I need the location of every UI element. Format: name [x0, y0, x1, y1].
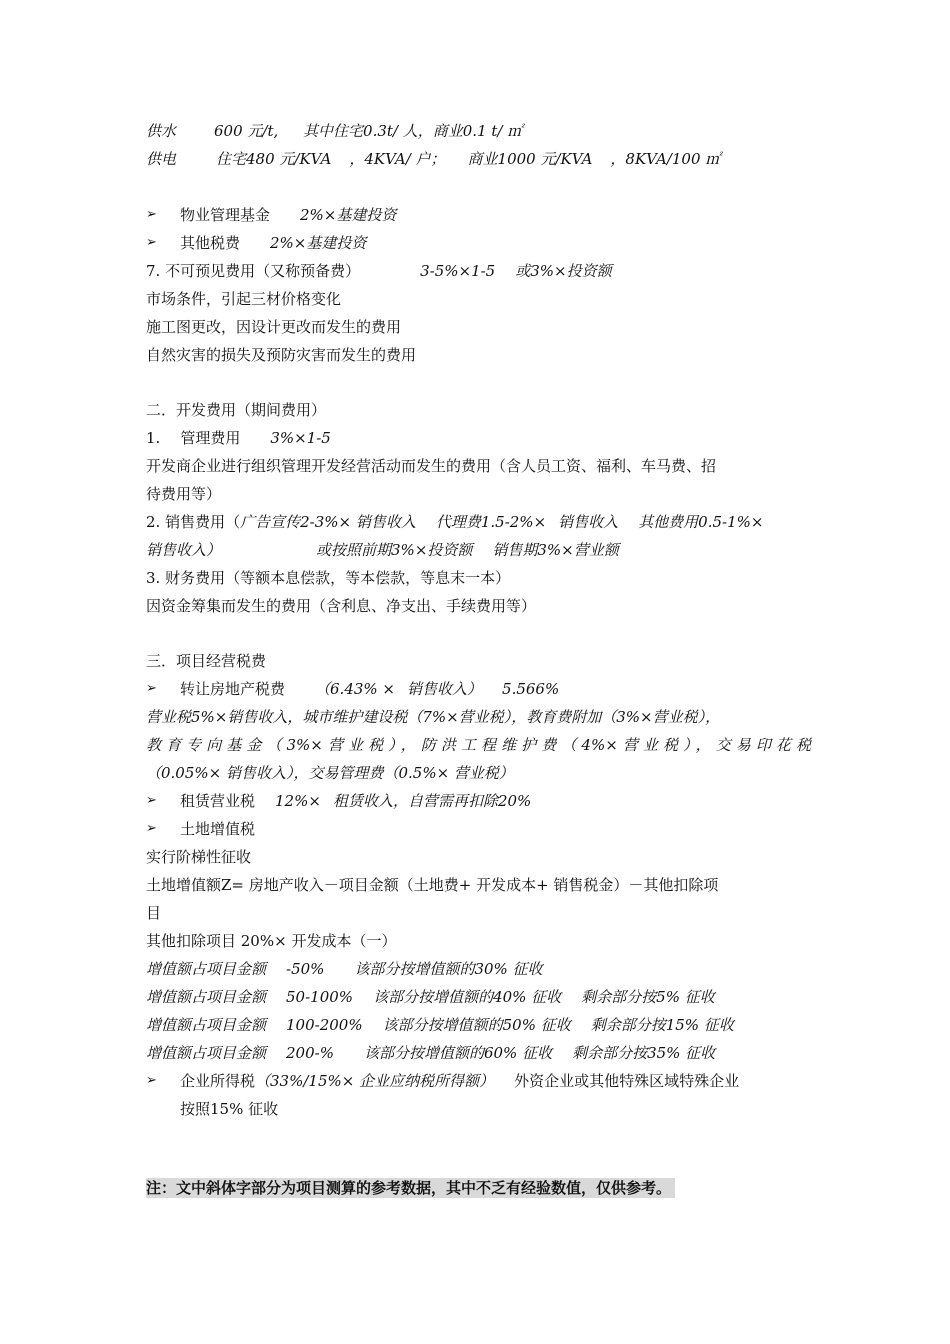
text-line: 目 — [146, 904, 162, 922]
bullet-arrow-icon: ➢ — [146, 1073, 157, 1088]
text: 5.566% — [502, 680, 560, 698]
rental-tax-item — [180, 791, 810, 811]
text: （0.05%× 销售收入），交易管理费（0.5%× 营业税） — [146, 764, 514, 782]
land-vat-item: 土地增值税 — [180, 820, 256, 838]
text: 2%×基建投资 — [270, 234, 367, 252]
text-line: 施工图更改，因设计更改而发生的费用 — [146, 318, 402, 336]
text-line: 实行阶梯性征收 — [146, 848, 252, 866]
text: 商业1000 元/KVA — [467, 150, 593, 168]
text: 租赁收入，自营需再扣除20% — [332, 792, 532, 810]
text-line — [146, 763, 811, 783]
text: 增值额占项目金额 — [146, 960, 267, 978]
bullet-arrow-icon: ➢ — [146, 821, 157, 836]
text: 增值额占项目金额 — [146, 1044, 267, 1062]
text-line: 其他扣除项目 20%× 开发成本（一） — [146, 932, 397, 950]
text: （33%/15%× 企业应纳税所得额） — [255, 1072, 495, 1090]
text: 代理费1.5-2%× — [435, 513, 547, 531]
text: ，4KVA/ 户； — [349, 150, 446, 168]
text: 租赁营业税 — [180, 792, 256, 810]
text: 2. 销售费用（ — [146, 513, 241, 531]
text: 供电 — [146, 150, 177, 168]
text: 住宅480 元/KVA — [216, 150, 332, 168]
text: 50-100% — [286, 988, 354, 1006]
text: 销售收入） — [146, 541, 222, 559]
power-supply-line — [146, 149, 811, 169]
text: 该部分按增值额的30% 征收 — [354, 960, 543, 978]
text: 剩余部分按5% 征收 — [581, 988, 715, 1006]
text: 剩余部分按35% 征收 — [572, 1044, 716, 1062]
text-line: 市场条件，引起三材价格变化 — [146, 290, 342, 308]
text: 销售期3%×营业额 — [492, 541, 619, 559]
text-line: 因资金筹集而发生的费用（含利息、净支出、手续费用等） — [146, 597, 537, 615]
text: 销售收入） — [407, 680, 483, 698]
text: 3%×1-5 — [270, 429, 331, 447]
vat-tier-3 — [146, 1015, 811, 1035]
text: 7. 不可预见费用（又称预备费） — [146, 262, 361, 280]
text: -50% — [286, 960, 325, 978]
text-line: 按照15% 征收 — [180, 1100, 279, 1118]
sales-cost-line-2 — [146, 540, 811, 560]
text: （6.43% × — [315, 680, 396, 698]
text: 教育专向基金（3%×营业税），防洪工程维护费（4%×营业税），交易印花税 — [146, 736, 811, 754]
text: 营业税5%×销售收入，城市维护建设税（7%×营业税），教育费附加（3%×营业税）， — [146, 708, 721, 726]
text: 增值额占项目金额 — [146, 1016, 267, 1034]
text: 2%×基建投资 — [300, 206, 397, 224]
text: 剩余部分按15% 征收 — [590, 1016, 734, 1034]
contingency-line — [146, 261, 811, 281]
text: 企业所得税 — [180, 1072, 256, 1090]
transfer-tax-item — [180, 679, 810, 699]
water-supply-line — [146, 121, 811, 141]
vat-tier-2 — [146, 987, 811, 1007]
text: 200-% — [286, 1044, 334, 1062]
footnote: 注：文中斜体字部分为项目测算的参考数据，其中不乏有经验数值，仅供参考。 — [146, 1178, 675, 1198]
text: 其中住宅0.3t/ 人，商业0.1 t/ ㎡ — [303, 122, 523, 140]
bullet-arrow-icon: ➢ — [146, 207, 157, 222]
text-line: 自然灾害的损失及预防灾害而发生的费用 — [146, 346, 417, 364]
bullet-arrow-icon: ➢ — [146, 235, 157, 250]
section-heading-3: 三．项目经营税费 — [146, 652, 267, 670]
sales-cost-line — [146, 512, 811, 532]
vat-tier-1 — [146, 959, 811, 979]
text-line — [146, 735, 811, 755]
text: 外资企业或其他特殊区域特殊企业 — [514, 1072, 740, 1090]
text: 销售收入 — [558, 513, 619, 531]
text: 其他税费 — [180, 234, 241, 252]
text-line — [146, 707, 811, 727]
text: 增值额占项目金额 — [146, 988, 267, 1006]
text: 3-5%×1-5 — [420, 262, 496, 280]
text: 1. — [146, 429, 161, 447]
vat-tier-4 — [146, 1043, 811, 1063]
bullet-arrow-icon: ➢ — [146, 793, 157, 808]
text-line: 3. 财务费用（等额本息偿款，等本偿款，等息末一本） — [146, 569, 511, 587]
section-heading-2: 二．开发费用（期间费用） — [146, 401, 327, 419]
text: ，8KVA/100 ㎡ — [610, 150, 721, 168]
text-line: 土地增值额Z= 房地产收入－项目金额（土地费+ 开发成本+ 销售税金）－其他扣除项 — [146, 876, 719, 894]
text: 600 元/t, — [214, 122, 284, 140]
text: 其他费用0.5-1%× — [638, 513, 764, 531]
text: 广告宣传2-3%× 销售收入 — [240, 513, 416, 531]
text: 该部分按增值额的60% 征收 — [363, 1044, 553, 1062]
text-line: 开发商企业进行组织管理开发经营活动而发生的费用（含人员工资、福利、车马费、招 — [146, 457, 717, 475]
text: 物业管理基金 — [180, 206, 271, 224]
text: 100-200% — [286, 1016, 363, 1034]
management-cost-line — [146, 428, 811, 448]
text: 管理费用 — [180, 429, 241, 447]
text: 该部分按增值额的50% 征收 — [382, 1016, 571, 1034]
text: 该部分按增值额的40% 征收 — [373, 988, 562, 1006]
property-fund-item — [180, 205, 810, 225]
text: 12%× — [275, 792, 321, 810]
text: 供水 — [146, 122, 177, 140]
bullet-arrow-icon: ➢ — [146, 681, 157, 696]
other-tax-item — [180, 233, 810, 253]
text-line: 待费用等） — [146, 485, 222, 503]
text: 或按照前期3%×投资额 — [316, 541, 473, 559]
text: 或3%×投资额 — [515, 262, 612, 280]
income-tax-item — [180, 1071, 810, 1091]
text: 转让房地产税费 — [180, 680, 286, 698]
